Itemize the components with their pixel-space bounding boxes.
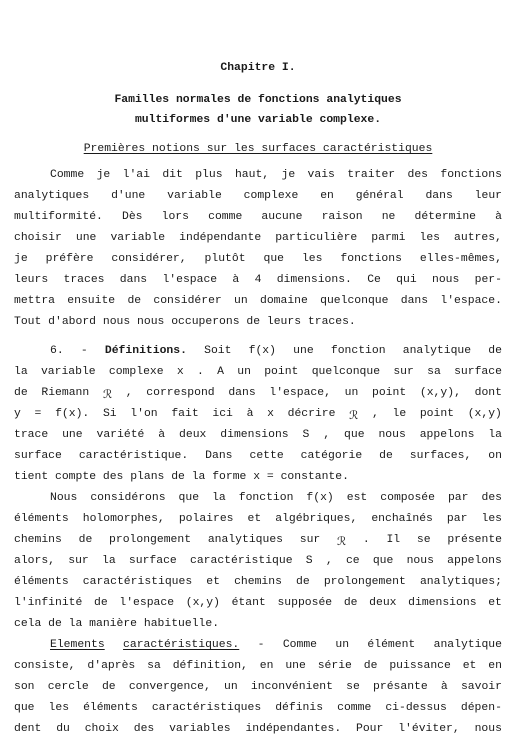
word: plus	[195, 169, 223, 181]
word: nous	[102, 316, 131, 328]
word: surface	[128, 555, 177, 567]
word: une	[285, 660, 306, 672]
word: cela	[14, 618, 42, 630]
word: domaine	[259, 295, 308, 307]
word: holomorphes,	[82, 513, 165, 525]
word: surface	[14, 450, 62, 462]
text-line	[14, 429, 502, 441]
word: quelconque	[311, 366, 381, 378]
word: constante.	[280, 471, 349, 483]
word: dit	[162, 169, 183, 181]
word: dont	[474, 387, 502, 399]
word: ℛ	[102, 390, 113, 402]
word: un	[335, 639, 350, 651]
text-line	[14, 471, 502, 483]
word: surfaces,	[409, 450, 472, 462]
word: l'on	[130, 408, 158, 420]
word: puissance	[389, 660, 451, 672]
word: multiformité.	[14, 211, 103, 223]
word: complexe	[243, 190, 299, 202]
word: parmi	[371, 232, 406, 244]
word: choisir	[14, 232, 62, 244]
text-line	[14, 681, 502, 693]
word: se	[346, 681, 360, 693]
word: les	[481, 513, 502, 525]
word: élément	[367, 639, 416, 651]
word: une	[293, 345, 314, 357]
word: Soit	[204, 345, 232, 357]
text-line	[14, 534, 502, 549]
section-heading	[0, 143, 516, 155]
word: sur	[68, 555, 89, 567]
word: les	[301, 253, 323, 265]
word: un	[234, 295, 248, 307]
word: la	[212, 492, 226, 504]
word: fonctions	[340, 253, 402, 265]
word: définition,	[172, 660, 248, 672]
word: dépen-	[460, 702, 502, 714]
word: éléments	[83, 702, 138, 714]
word: que	[344, 429, 365, 441]
word: variable	[167, 190, 222, 202]
word: inconvénient	[250, 681, 333, 693]
word: ici	[212, 408, 233, 420]
word: caractéristique	[190, 555, 293, 567]
word: 6.	[50, 345, 64, 357]
word: de	[343, 597, 358, 609]
text-line	[14, 408, 502, 423]
word: convergence,	[128, 681, 211, 693]
word: Elements	[50, 639, 105, 651]
word: se	[416, 534, 431, 546]
word: caractéristiques.	[123, 639, 240, 651]
word: en	[488, 660, 502, 672]
word: quelconque	[320, 295, 389, 307]
word: de	[48, 618, 62, 630]
text-line	[14, 555, 502, 567]
word: des	[407, 169, 429, 181]
word: un	[224, 681, 238, 693]
text-line	[14, 450, 502, 462]
word: appelons	[447, 555, 502, 567]
word: traces	[63, 274, 105, 286]
word: on	[488, 450, 502, 462]
word: autres,	[454, 232, 502, 244]
word: trace	[14, 429, 49, 441]
word: décrire	[287, 408, 336, 420]
word: (x,y),	[419, 387, 461, 399]
text-line	[14, 366, 502, 378]
word: analytique	[402, 345, 472, 357]
word: dent	[14, 723, 42, 735]
word: caractéristiques	[151, 702, 262, 714]
word: la	[14, 366, 28, 378]
word: la	[488, 429, 502, 441]
word: tient	[14, 471, 49, 483]
word: plans	[130, 471, 165, 483]
word: sur	[299, 534, 321, 546]
word: consiste,	[14, 660, 76, 672]
word: en	[320, 190, 334, 202]
word: Il	[386, 534, 401, 546]
word: haut,	[234, 169, 270, 181]
word: Comme	[282, 639, 318, 651]
text-line	[50, 639, 502, 651]
word: Ce	[367, 274, 381, 286]
text-line	[14, 702, 502, 714]
word: je	[281, 169, 296, 181]
word: y	[14, 408, 21, 420]
word: la	[191, 471, 206, 483]
word: leurs	[266, 316, 302, 328]
text-line	[14, 597, 502, 609]
word: et	[488, 597, 502, 609]
word: chemins	[14, 534, 62, 546]
word: savoir	[460, 681, 502, 693]
word: de	[127, 295, 142, 307]
word: de	[171, 471, 185, 483]
word: de	[296, 576, 310, 588]
word: l'ai	[122, 169, 150, 181]
word: ,	[125, 387, 133, 399]
word: indépendantes.	[245, 723, 342, 735]
word: son	[14, 681, 35, 693]
word: A	[217, 366, 224, 378]
word: de	[14, 387, 28, 399]
word: prolongement	[109, 534, 192, 546]
word: composée	[380, 492, 435, 504]
word: les	[48, 702, 70, 714]
word: que	[14, 702, 35, 714]
word: considérer,	[111, 253, 187, 265]
word: =	[34, 408, 42, 420]
word: S	[302, 429, 310, 441]
word: préfère	[45, 253, 94, 265]
word: x	[267, 408, 274, 420]
word: S	[305, 555, 313, 567]
word: dans	[400, 295, 429, 307]
word: leurs	[14, 274, 49, 286]
word: de	[101, 681, 116, 693]
word: nous	[378, 429, 406, 441]
word: surface	[454, 366, 502, 378]
word: analytique	[433, 639, 502, 651]
word: enchaînés	[371, 513, 433, 525]
word: et	[462, 660, 477, 672]
word: de	[94, 597, 108, 609]
text-line	[14, 618, 502, 630]
word: nous	[474, 723, 502, 735]
text-line	[14, 232, 502, 244]
word: à	[158, 429, 166, 441]
word: dimensions.	[276, 274, 352, 286]
word: étant	[231, 597, 266, 609]
word: Dans	[205, 450, 233, 462]
word: général	[355, 190, 404, 202]
word: dimensions	[408, 597, 477, 609]
word: caractéristique.	[78, 450, 189, 462]
word: Nous	[50, 492, 78, 504]
word: variable	[40, 366, 96, 378]
word: =	[266, 471, 274, 483]
word: particulière	[275, 232, 358, 244]
word: série	[317, 660, 352, 672]
word: ne	[381, 211, 396, 223]
word: Riemann	[41, 387, 90, 399]
word: ce	[345, 555, 360, 567]
word: ensuite	[67, 295, 116, 307]
word: à	[246, 408, 254, 420]
word: de	[78, 534, 93, 546]
word: f(x).	[55, 408, 90, 420]
word: ,	[325, 555, 333, 567]
word: des	[481, 492, 502, 504]
word: en	[259, 660, 274, 672]
title-line-2: multiformes d'une variable complexe.	[134, 114, 382, 126]
word: Pour	[356, 723, 384, 735]
word: complexe	[108, 366, 164, 378]
word: et	[206, 576, 220, 588]
word: d'abord	[48, 316, 97, 328]
word: ℛ	[349, 411, 359, 423]
word: d'une	[111, 190, 146, 202]
text-line	[14, 387, 502, 402]
word: dimensions	[220, 429, 289, 441]
word: dans	[119, 274, 148, 286]
word: considérons	[90, 492, 166, 504]
word: les	[419, 232, 441, 244]
word: variable	[110, 232, 166, 244]
word: cercle	[47, 681, 89, 693]
text-line	[14, 295, 502, 307]
word: je	[14, 253, 28, 265]
word: habituelle.	[143, 618, 220, 630]
word: l'espace	[119, 597, 175, 609]
word: fonction	[330, 345, 386, 357]
word: fonction	[238, 492, 294, 504]
text-line	[50, 345, 502, 357]
word: et	[247, 513, 262, 525]
word: chemins	[234, 576, 282, 588]
word: sa	[427, 366, 441, 378]
word: Définitions.	[104, 345, 187, 357]
text-line	[14, 660, 502, 672]
text-line	[14, 190, 502, 202]
text-line	[50, 169, 502, 181]
word: plutôt	[204, 253, 246, 265]
word: point	[372, 387, 407, 399]
word: point	[419, 408, 455, 420]
word: éléments	[14, 513, 69, 525]
word: leur	[474, 190, 502, 202]
text-line	[50, 492, 502, 504]
word: (x,y)	[185, 597, 220, 609]
word: polaires	[178, 513, 234, 525]
word: traiter	[347, 169, 396, 181]
word: vais	[307, 169, 335, 181]
word: est	[346, 492, 368, 504]
text-line	[14, 513, 502, 525]
word: sur	[393, 366, 414, 378]
word: Tout	[14, 316, 42, 328]
word: ,	[371, 408, 379, 420]
word: du	[56, 723, 70, 735]
word: variété	[96, 429, 145, 441]
word: catégorie	[300, 450, 363, 462]
word: x	[253, 471, 261, 483]
word: fait	[171, 408, 199, 420]
word: algébriques,	[275, 513, 358, 525]
word: de	[363, 660, 378, 672]
word: l'éviter,	[398, 723, 460, 735]
word: analytiques	[14, 190, 90, 202]
text-line	[14, 253, 502, 265]
word: Dès	[122, 211, 143, 223]
word: .	[197, 366, 204, 378]
word: forme	[212, 471, 247, 483]
word: la	[102, 555, 116, 567]
word: deux	[369, 597, 397, 609]
word: lors	[161, 211, 189, 223]
text-line	[14, 274, 502, 286]
word: comme	[208, 211, 243, 223]
word: que	[263, 253, 285, 265]
word: occuperons	[171, 316, 240, 328]
word: Si	[102, 408, 117, 420]
word: dans	[228, 387, 256, 399]
word: 4	[254, 274, 262, 286]
word: .	[362, 534, 370, 546]
word: fonctions	[440, 169, 502, 181]
word: dans	[425, 190, 453, 202]
text-line	[14, 316, 502, 328]
word: la	[68, 618, 83, 630]
word: deux	[179, 429, 207, 441]
word: raison	[321, 211, 363, 223]
word: x	[176, 366, 184, 378]
word: prolongement	[323, 576, 406, 588]
word: de	[379, 450, 393, 462]
word: un	[237, 366, 251, 378]
word: f(x)	[306, 492, 334, 504]
text-line	[14, 723, 502, 735]
word: aucune	[261, 211, 303, 223]
word: d'après	[87, 660, 136, 672]
text-line	[14, 211, 502, 223]
text-line	[14, 576, 502, 588]
section-heading-text: Premières notions sur les surfaces caractéristiques	[83, 143, 433, 155]
word: par	[447, 492, 469, 504]
word: que	[178, 492, 200, 504]
word: choix	[84, 723, 119, 735]
word: définis	[275, 702, 324, 714]
word: elles-mêmes,	[419, 253, 502, 265]
word: analytiques;	[419, 576, 502, 588]
word: caractéristiques	[82, 576, 193, 588]
word: traces.	[307, 316, 356, 328]
word: (x,y)	[467, 408, 502, 420]
word: qui	[396, 274, 417, 286]
word: supposée	[277, 597, 333, 609]
word: des	[133, 723, 155, 735]
word: présante	[373, 681, 428, 693]
word: compte	[55, 471, 97, 483]
word: nous	[406, 555, 434, 567]
word: Comme	[50, 169, 85, 181]
word: à	[232, 274, 240, 286]
word: que	[372, 555, 394, 567]
word: alors,	[14, 555, 56, 567]
word: éléments	[14, 576, 69, 588]
word: un	[344, 387, 359, 399]
word: l'infinité	[14, 597, 83, 609]
word: appelons	[419, 429, 475, 441]
word: nous	[431, 274, 460, 286]
word: je	[96, 169, 111, 181]
word: indépendante	[179, 232, 262, 244]
word: de	[488, 345, 502, 357]
word: à	[495, 211, 502, 223]
word: une	[62, 429, 83, 441]
word: cette	[249, 450, 284, 462]
word: détermine	[414, 211, 477, 223]
word: variables	[169, 723, 231, 735]
word: de	[246, 316, 261, 328]
title-line-1: Familles normales de fonctions analytiques	[114, 94, 402, 106]
word: manière	[89, 618, 138, 630]
word: présente	[447, 534, 502, 546]
word: des	[102, 471, 124, 483]
word: comme	[337, 702, 372, 714]
word: -	[80, 345, 88, 357]
word: ℛ	[337, 537, 347, 549]
word: par	[446, 513, 468, 525]
word: le	[392, 408, 407, 420]
word: -	[257, 639, 265, 651]
word: considérer	[153, 295, 222, 307]
word: point	[264, 366, 299, 378]
chapter-heading: Chapitre I.	[220, 62, 296, 74]
word: l'espace,	[269, 387, 331, 399]
word: l'espace	[162, 274, 218, 286]
word: mettra	[14, 295, 56, 307]
word: une	[75, 232, 97, 244]
word: analytiques	[207, 534, 284, 546]
word: per-	[474, 274, 502, 286]
word: ,	[323, 429, 331, 441]
word: à	[440, 681, 448, 693]
word: l'espace.	[440, 295, 502, 307]
word: sa	[147, 660, 161, 672]
word: nous	[137, 316, 165, 328]
word: correspond	[146, 387, 215, 399]
word: f(x)	[248, 345, 276, 357]
word: ci-dessus	[385, 702, 447, 714]
